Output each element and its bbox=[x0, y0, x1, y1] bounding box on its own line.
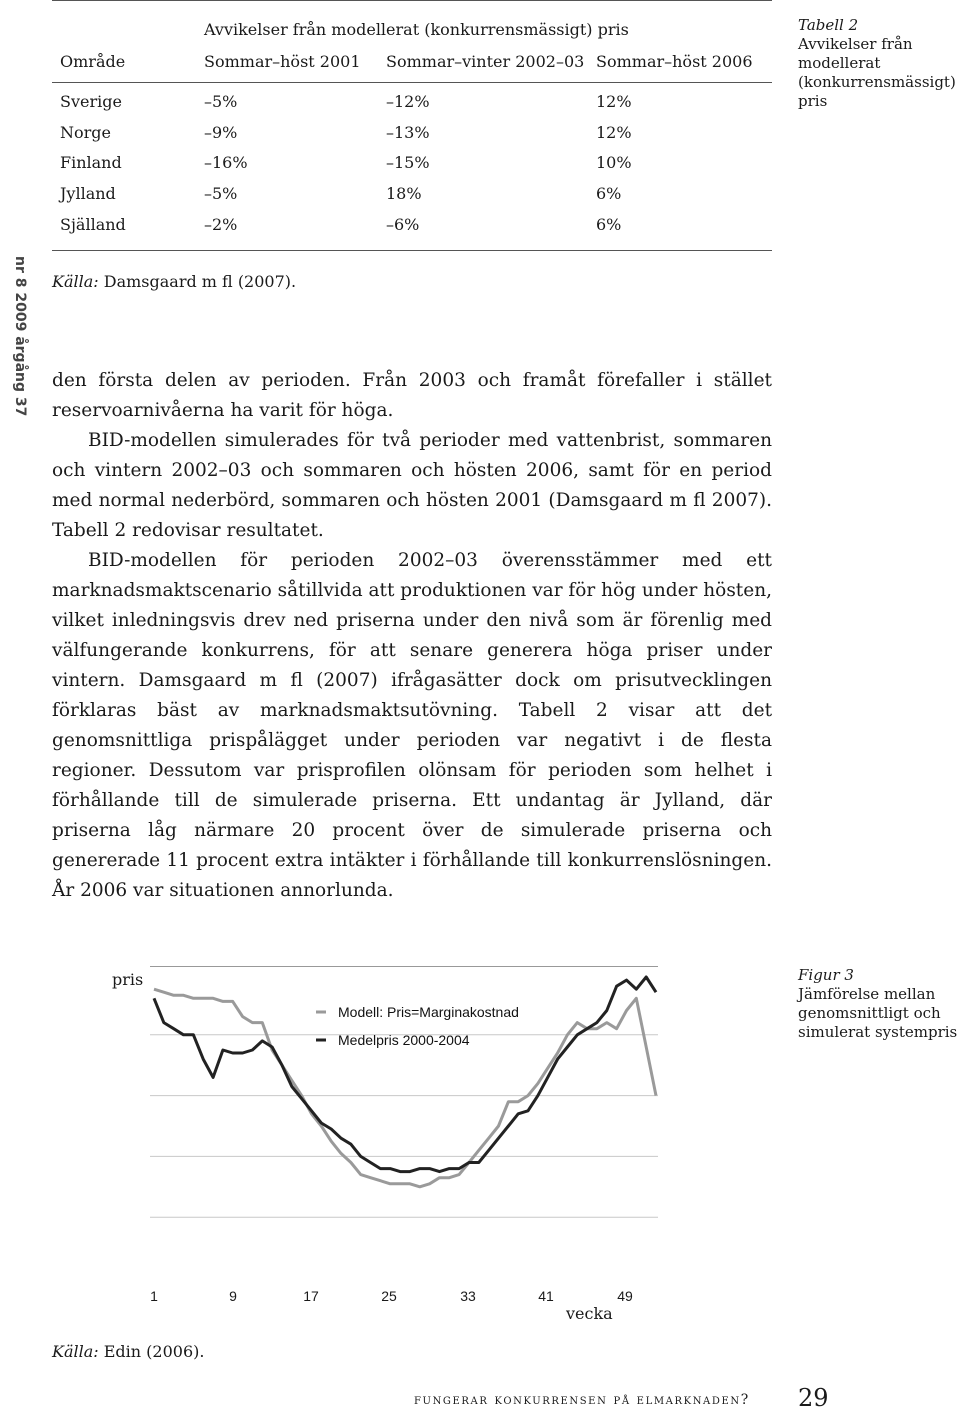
row-value: –13% bbox=[386, 123, 430, 142]
journal-issue-margin: nr 8 2009 årgång 37 bbox=[12, 256, 28, 417]
legend-label-average: Medelpris 2000-2004 bbox=[338, 1032, 470, 1048]
header-2006: Sommar–höst 2006 bbox=[596, 52, 753, 71]
row-value: 6% bbox=[596, 215, 622, 234]
row-value: 12% bbox=[596, 92, 632, 111]
figure-source bbox=[52, 1342, 204, 1361]
row-value: –15% bbox=[386, 153, 430, 172]
paragraph: BID-modellen för perioden 2002–03 överensstämmer med ett marknadsmaktscenario såtillvida att produktionen var för hög under hösten, vilket inledningsvis drev ned priserna under den nivå som är förenlig med välfungerande konkurrens, för att senare generera höga priser under vintern. Damsgaard m fl (2007) ifrågasätter dock om prisutvecklingen förklaras bäst av marknadsmaktsutövning. Tabell 2 visar att det genomsnittliga prispålägget under perioden var negativt i de flesta regioner. Dessutom var prisprofilen olönsam för perioden som helhet i förhållande till de simulerade priserna. Ett undantag är Jylland, där priserna låg närmare 20 procent över de simulerade priserna och genererade 11 procent extra intäkter i förhållande till konkurrenslösningen. År 2006 var situationen annorlunda. bbox=[52, 550, 772, 901]
x-tick-label: 1 bbox=[150, 1288, 158, 1304]
source-text: Damsgaard m fl (2007). bbox=[103, 272, 297, 291]
table-side-label: Tabell 2 bbox=[798, 16, 859, 34]
article-body bbox=[52, 366, 772, 906]
figure-side-text: Jämförelse mellan genomsnittligt och simulerat systempris bbox=[798, 985, 958, 1041]
row-value: 6% bbox=[596, 184, 622, 203]
row-region: Själland bbox=[60, 215, 126, 234]
chart-legend bbox=[316, 1004, 519, 1048]
running-footer: fungerar konkurrensen på elmarknaden? bbox=[414, 1392, 750, 1408]
x-tick-label: 41 bbox=[538, 1288, 554, 1304]
header-2002-03: Sommar–vinter 2002–03 bbox=[386, 52, 585, 71]
row-region: Jylland bbox=[60, 184, 116, 203]
page-number: 29 bbox=[798, 1384, 829, 1412]
source-label: Källa: bbox=[52, 1342, 99, 1361]
table-source bbox=[52, 272, 296, 291]
header-omrade: Område bbox=[60, 52, 126, 71]
legend-label-model: Modell: Pris=Marginakostnad bbox=[338, 1004, 519, 1020]
header-2001: Sommar–höst 2001 bbox=[204, 52, 361, 71]
table-side-text: Avvikelser från modellerat (konkurrensmässigt) pris bbox=[798, 35, 956, 110]
paragraph: den första delen av perioden. Från 2003 och framåt förefaller i stället reservoarnivåerna ha varit för höga. bbox=[52, 370, 772, 421]
row-value: –6% bbox=[386, 215, 420, 234]
row-region: Sverige bbox=[60, 92, 122, 111]
row-value: –2% bbox=[204, 215, 238, 234]
row-value: –16% bbox=[204, 153, 248, 172]
paragraph: BID-modellen simulerades för två perioder med vattenbrist, sommaren och vintern 2002–03 och sommaren och hösten 2006, samt för en period med normal nederbörd, sommaren och hösten 2001 (Damsgaard m fl 2007). Tabell 2 redovisar resultatet. bbox=[52, 430, 772, 541]
row-value: 12% bbox=[596, 123, 632, 142]
x-tick-label: 17 bbox=[303, 1288, 319, 1304]
row-value: –12% bbox=[386, 92, 430, 111]
chart-grid bbox=[150, 1035, 658, 1217]
row-value: –9% bbox=[204, 123, 238, 142]
price-chart bbox=[150, 966, 660, 1286]
x-tick-label: 33 bbox=[460, 1288, 476, 1304]
figure-side-caption bbox=[798, 966, 958, 1042]
table-bottom-rule bbox=[52, 250, 772, 251]
row-region: Finland bbox=[60, 153, 122, 172]
chart-y-label: pris bbox=[112, 970, 144, 989]
table-header-rule bbox=[52, 82, 772, 83]
row-value: 10% bbox=[596, 153, 632, 172]
figure-side-label: Figur 3 bbox=[798, 966, 854, 984]
table-side-caption bbox=[798, 16, 958, 111]
x-tick-label: 25 bbox=[381, 1288, 397, 1304]
x-tick-label: 9 bbox=[229, 1288, 237, 1304]
source-label: Källa: bbox=[52, 272, 99, 291]
row-value: –5% bbox=[204, 92, 238, 111]
table-caption: Avvikelser från modellerat (konkurrensmässigt) pris bbox=[204, 20, 629, 39]
chart-x-label: vecka bbox=[566, 1304, 613, 1323]
x-tick-label: 49 bbox=[617, 1288, 633, 1304]
row-value: –5% bbox=[204, 184, 238, 203]
row-region: Norge bbox=[60, 123, 111, 142]
row-value: 18% bbox=[386, 184, 422, 203]
table-top-rule bbox=[52, 0, 772, 1]
source-text: Edin (2006). bbox=[103, 1342, 205, 1361]
